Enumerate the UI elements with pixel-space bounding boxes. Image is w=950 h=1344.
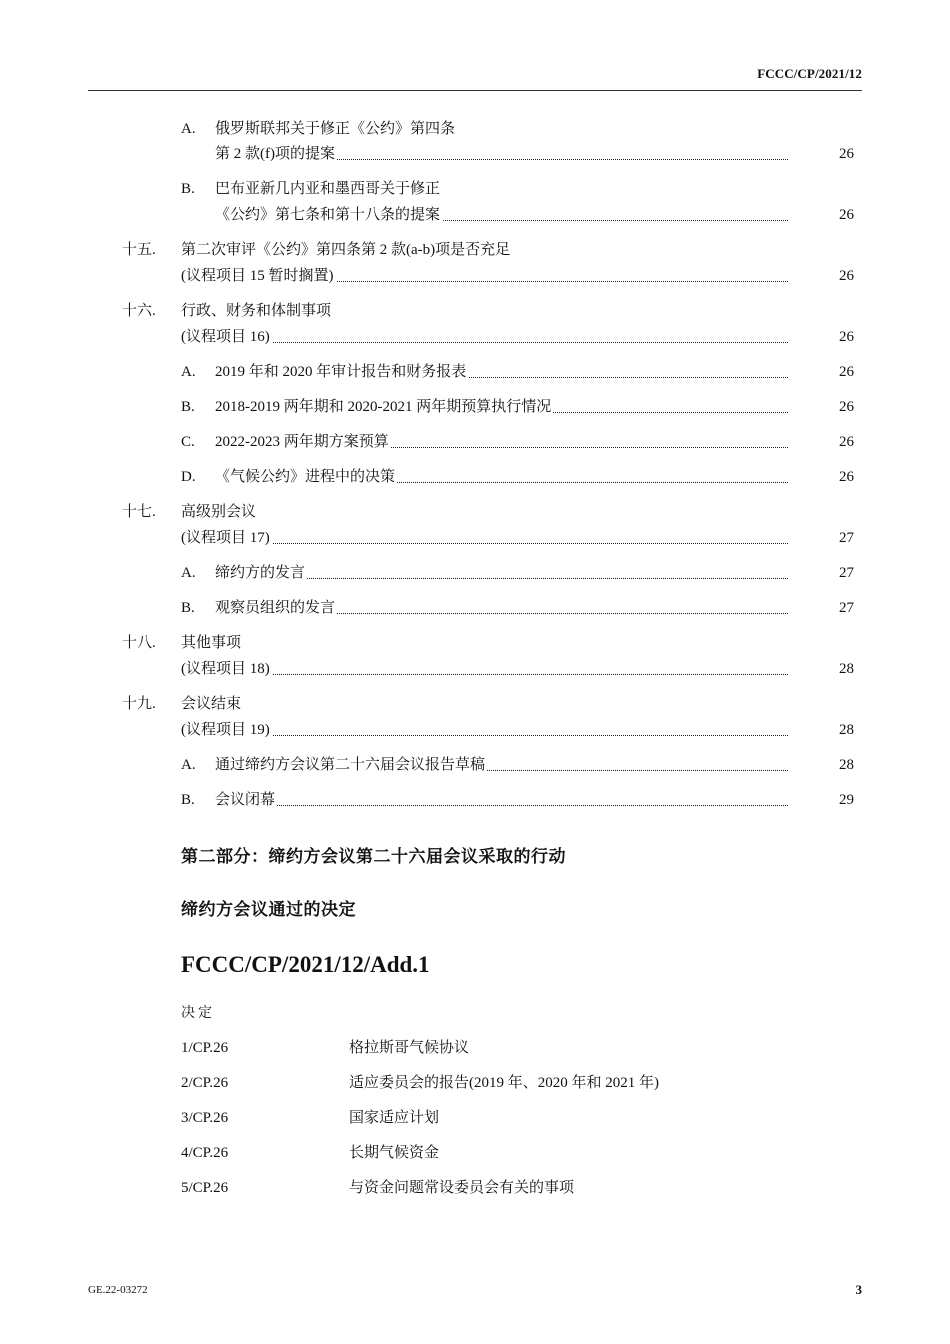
decision-title: 与资金问题常设委员会有关的事项 [349,1180,575,1196]
toc-entry-leader[interactable] [215,204,788,226]
toc-entry-title: 俄罗斯联邦关于修正《公约》第四条 [215,121,456,137]
toc-entry-title: 《气候公约》进程中的决策 [215,469,396,485]
toc-section-subtitle: (议程项目 19) [181,722,270,738]
toc-page-number: 28 [839,661,854,677]
decision-title: 长期气候资金 [349,1145,440,1161]
decision-row[interactable] [0,1107,950,1129]
decision-title: 适应委员会的报告(2019 年、2020 年和 2021 年) [349,1075,659,1091]
toc-entry-leader[interactable] [181,719,788,741]
toc-page-number: 27 [839,600,854,616]
header-divider [88,90,862,91]
toc-section-number: 十七. [122,504,156,520]
decision-code: 1/CP.26 [181,1040,229,1056]
toc-section-title: 第二次审评《公约》第四条第 2 款(a-b)项是否充足 [181,242,511,258]
toc-entry-title: 2022-2023 两年期方案预算 [215,434,389,450]
decision-code: 3/CP.26 [181,1110,229,1126]
toc-sub-letter: B. [181,792,195,808]
toc-sub-letter: C. [181,434,195,450]
toc-entry-leader[interactable] [215,396,788,418]
toc-sub-letter: A. [181,364,196,380]
decision-row[interactable] [0,1142,950,1164]
decision-code: 4/CP.26 [181,1145,229,1161]
toc-sub-letter: B. [181,600,195,616]
toc-page-number: 27 [839,565,854,581]
toc-section-subtitle: (议程项目 18) [181,661,270,677]
toc-entry-leader[interactable] [215,361,788,383]
toc-sub-letter: A. [181,565,196,581]
toc-entry-leader[interactable] [215,431,788,453]
toc-entry-leader[interactable] [181,658,788,680]
toc-entry-leader[interactable] [215,789,788,811]
toc-entry-leader[interactable] [181,527,788,549]
toc-section-title: 会议结束 [181,696,242,712]
toc-section-number: 十八. [122,635,156,651]
footer-job-number: GE.22-03272 [88,1284,148,1296]
toc-page-number: 27 [839,530,854,546]
toc-section-number: 十五. [122,242,156,258]
toc-page-number: 26 [839,364,854,380]
toc-entry-title: 缔约方的发言 [215,565,306,581]
toc-sub-letter: A. [181,121,196,137]
part-two-subheading: 缔约方会议通过的决定 [181,900,356,920]
toc-entry-title: 2019 年和 2020 年审计报告和财务报表 [215,364,467,380]
toc-page-number: 29 [839,792,854,808]
toc-entry-title: 观察员组织的发言 [215,600,336,616]
header-document-code: FCCC/CP/2021/12 [757,66,862,81]
toc-entry-title: 2018-2019 两年期和 2020-2021 两年期预算执行情况 [215,399,552,415]
toc-page-number: 26 [839,399,854,415]
toc-section-subtitle: (议程项目 15 暂时搁置) [181,268,334,284]
toc-sub-letter: D. [181,469,196,485]
toc-page-number: 26 [839,469,854,485]
decision-row[interactable] [0,1072,950,1094]
toc-entry-leader[interactable] [215,143,788,165]
toc-section-number: 十九. [122,696,156,712]
decision-row[interactable] [0,1037,950,1059]
toc-entry-leader[interactable] [181,265,788,287]
decision-code: 5/CP.26 [181,1180,229,1196]
toc-section-title: 行政、财务和体制事项 [181,303,332,319]
footer-page-number: 3 [855,1282,862,1297]
decision-title: 国家适应计划 [349,1110,440,1126]
toc-page-number: 28 [839,722,854,738]
toc-page-number: 26 [839,329,854,345]
decision-code: 2/CP.26 [181,1075,229,1091]
part-two-heading: 第二部分：缔约方会议第二十六届会议采取的行动 [181,847,566,867]
decision-title: 格拉斯哥气候协议 [349,1040,470,1056]
decision-row[interactable] [0,1177,950,1199]
toc-entry-leader[interactable] [215,466,788,488]
toc-section-title: 高级别会议 [181,504,257,520]
toc-section-title: 其他事项 [181,635,242,651]
toc-entry-leader[interactable] [215,754,788,776]
toc-section-subtitle: (议程项目 16) [181,329,270,345]
toc-page-number: 26 [839,268,854,284]
toc-entry-title: 会议闭幕 [215,792,276,808]
toc-section-number: 十六. [122,303,156,319]
toc-sub-letter: A. [181,757,196,773]
decisions-label: 决定 [181,1006,215,1021]
addendum-document-code[interactable]: FCCC/CP/2021/12/Add.1 [181,952,430,977]
toc-section-subtitle: (议程项目 17) [181,530,270,546]
toc-entry-title: 《公约》第七条和第十八条的提案 [215,207,441,223]
toc-entry-title: 通过缔约方会议第二十六届会议报告草稿 [215,757,486,773]
toc-sub-letter: B. [181,399,195,415]
toc-page-number: 28 [839,757,854,773]
toc-page-number: 26 [839,434,854,450]
toc-entry-title: 巴布亚新几内亚和墨西哥关于修正 [215,181,441,197]
toc-entry-leader[interactable] [215,597,788,619]
toc-entry-leader[interactable] [181,326,788,348]
toc-sub-letter: B. [181,181,195,197]
toc-page-number: 26 [839,207,854,223]
toc-page-number: 26 [839,146,854,162]
toc-entry-title: 第 2 款(f)项的提案 [215,146,335,162]
toc-entry-leader[interactable] [215,562,788,584]
